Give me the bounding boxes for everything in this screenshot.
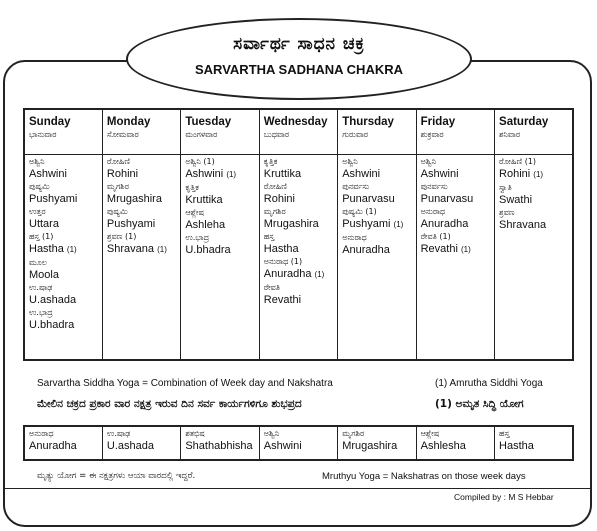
nakshatra-english — [499, 218, 568, 232]
nakshatra-kannada: ಪುನರ್ವಸು — [420, 182, 448, 191]
nakshatra-kannada: ಶ್ರವಣ (1) — [106, 232, 137, 241]
nakshatra-entry — [264, 207, 333, 231]
nakshatra-entry — [421, 182, 490, 206]
amrutha-mark: (1) — [314, 270, 325, 279]
nakshatra-english — [107, 242, 176, 257]
nakshatra-english — [264, 267, 333, 282]
nakshatra-english — [185, 218, 254, 232]
nakshatra-name: Moola — [29, 269, 59, 281]
nakshatra-name: Ashwini — [185, 168, 224, 180]
nakshatra-english — [421, 192, 490, 206]
nakshatra-kannada: ಪುಷ್ಯಮಿ (1) — [342, 207, 377, 216]
nakshatra-english — [421, 217, 490, 231]
nakshatra-name: Kruttika — [263, 168, 302, 180]
nakshatra-name: Pushyami — [342, 218, 391, 230]
nakshatra-english — [185, 243, 254, 257]
nakshatra-name: U.bhadra — [29, 319, 75, 331]
chakra-table — [23, 108, 574, 361]
nakshatra-name: Hastha — [263, 243, 299, 255]
nakshatra-english — [264, 242, 333, 256]
nakshatra-entry — [264, 157, 333, 181]
monday-nakshatras — [102, 155, 180, 361]
nakshatra-english — [29, 192, 98, 206]
nakshatra-name: Revathi — [263, 294, 302, 306]
nakshatra-entry — [499, 183, 568, 207]
weekday-header-row — [24, 109, 573, 155]
nakshatra-english — [107, 192, 176, 206]
nakshatra-entry — [107, 182, 176, 206]
nakshatra-name: U.bhadra — [185, 244, 231, 256]
nakshatra-english — [264, 217, 333, 231]
nakshatra-kannada: ರೇವತಿ — [263, 283, 280, 292]
nakshatra-name: Rohini — [499, 168, 531, 180]
nakshatra-name: Shravana — [499, 219, 547, 231]
title-oval — [126, 18, 472, 100]
nakshatra-entry — [342, 233, 411, 257]
nakshatra-name: Pushyami — [29, 193, 78, 205]
nakshatra-english — [421, 242, 490, 257]
nakshatra-entry — [421, 232, 490, 257]
sunday-nakshatras — [24, 155, 102, 361]
nakshatra-english — [29, 242, 98, 257]
nakshatra-kannada: ಉ.ಷಾಢ — [29, 283, 53, 292]
nakshatra-entry — [499, 157, 568, 182]
nakshatra-entry — [185, 183, 254, 207]
nakshatra-kannada: ರೋಹಿಣಿ (1) — [499, 157, 537, 166]
nakshatra-english — [264, 293, 333, 307]
nakshatra-kannada: ಉ.ಭಾದ್ರ — [29, 308, 53, 317]
nakshatra-kannada: ಪುಷ್ಯಮಿ — [106, 207, 128, 216]
mruthyu-cell: ಅನುರಾಧ Anuradha — [24, 426, 102, 460]
nakshatra-name: Punarvasu — [420, 193, 474, 205]
nakshatra-english — [342, 217, 411, 232]
nakshatra-entry — [264, 257, 333, 282]
nakshatra-english — [421, 167, 490, 181]
nakshatra-english — [342, 192, 411, 206]
nakshatra-name: Rohini — [263, 193, 295, 205]
nakshatra-english — [29, 268, 98, 282]
siddha-yoga-note: Sarvartha Siddha Yoga = Combination of Week day and Nakshatra — [37, 378, 333, 389]
nakshatra-entry — [29, 308, 98, 332]
nakshatra-entry — [29, 157, 98, 181]
nakshatra-name: Ashleha — [185, 219, 226, 231]
nakshatra-english — [342, 167, 411, 181]
nakshatra-entry — [342, 207, 411, 232]
nakshatra-entry — [499, 208, 568, 232]
amrutha-mark: (1) — [66, 245, 77, 254]
nakshatra-english — [264, 167, 333, 181]
nakshatra-entry — [264, 232, 333, 256]
nakshatra-entry — [29, 283, 98, 307]
nakshatra-entry — [264, 283, 333, 307]
nakshatra-kannada: ಶ್ರವಣ — [499, 208, 515, 217]
day-header-wednesday: Wednesday ಬುಧವಾರ — [259, 109, 337, 155]
nakshatra-entry — [29, 232, 98, 257]
nakshatra-kannada: ರೋಹಿಣಿ — [106, 157, 131, 166]
nakshatra-kannada: ಮೃಗಶಿರ — [106, 182, 129, 191]
nakshatra-kannada: ರೇವತಿ (1) — [420, 232, 451, 241]
nakshatra-kannada: ಅನುರಾಧ (1) — [263, 257, 303, 266]
nakshatra-entry — [421, 157, 490, 181]
nakshatra-entry — [264, 182, 333, 206]
nakshatra-name: Uttara — [29, 218, 59, 230]
tuesday-nakshatras — [181, 155, 259, 361]
nakshatra-kannada: ಅನುರಾಧ — [342, 233, 367, 242]
nakshatra-name: Ashwini — [29, 168, 67, 180]
amrutha-mark: (1) — [460, 245, 471, 254]
nakshatra-english — [185, 193, 254, 207]
nakshatra-english — [107, 167, 176, 181]
nakshatra-entry — [29, 182, 98, 206]
nakshatra-entry — [185, 233, 254, 257]
nakshatra-english — [499, 193, 568, 207]
nakshatra-name: Punarvasu — [342, 193, 395, 205]
nakshatra-entry — [342, 182, 411, 206]
day-header-saturday: Saturday ಶನಿವಾರ — [495, 109, 573, 155]
title-english: SARVARTHA SADHANA CHAKRA — [195, 62, 403, 77]
mruthyu-note: Mruthyu Yoga = Nakshatras on those week days — [322, 471, 526, 482]
nakshatra-kannada: ಹಸ್ತ (1) — [29, 232, 54, 241]
day-header-monday: Monday ಸೋಮವಾರ — [102, 109, 180, 155]
nakshatra-kannada: ಸ್ವಾತಿ — [499, 183, 512, 192]
amrutha-mark: (1) — [157, 245, 167, 254]
nakshatra-entry — [29, 258, 98, 282]
amrutha-mark: (1) — [226, 170, 237, 179]
mruthyu-cell: ಉ.ಷಾಢ U.ashada — [102, 426, 180, 460]
nakshatra-entry — [107, 157, 176, 181]
thursday-nakshatras — [338, 155, 416, 361]
day-header-friday: Friday ಶುಕ್ರವಾರ — [416, 109, 494, 155]
nakshatra-name: Anuradha — [420, 218, 469, 230]
nakshatra-name: Pushyami — [106, 218, 156, 230]
nakshatra-name: Swathi — [499, 194, 533, 206]
nakshatra-english — [107, 217, 176, 231]
nakshatra-name: Mrugashira — [263, 218, 319, 230]
nakshatra-name: Ashwini — [342, 168, 381, 180]
nakshatra-entry — [185, 208, 254, 232]
nakshatra-name: Shravana — [106, 243, 155, 255]
nakshatra-kannada: ಪುನರ್ವಸು — [342, 182, 370, 191]
mruthyu-cell: ಅಶ್ವಿನಿ Ashwini — [259, 426, 337, 460]
amrutha-note: (1) Amrutha Siddhi Yoga — [435, 378, 543, 389]
nakshatra-kannada: ಉ.ಭಾದ್ರ — [185, 233, 210, 242]
footer-divider — [3, 488, 592, 489]
nakshatra-english — [264, 192, 333, 206]
nakshatra-name: Kruttika — [185, 194, 223, 206]
nakshatra-entry — [107, 232, 176, 257]
nakshatra-name: Anuradha — [263, 268, 312, 280]
mruthyu-row — [24, 426, 573, 460]
nakshatra-english — [499, 167, 568, 182]
nakshatra-english — [29, 293, 98, 307]
nakshatra-kannada: ಉತ್ತರ — [29, 207, 46, 216]
amrutha-mark: (1) — [533, 170, 544, 179]
nakshatra-kannada: ರೋಹಿಣಿ — [263, 182, 287, 191]
nakshatra-row — [24, 155, 573, 361]
nakshatra-entry — [421, 207, 490, 231]
mruthyu-cell: ಶತಭಿಷ Shathabhisha — [181, 426, 259, 460]
nakshatra-kannada: ಪುಷ್ಯಮಿ — [29, 182, 50, 191]
mruthyu-cell: ಹಸ್ತ Hastha — [495, 426, 573, 460]
mruthyu-cell: ಮೃಗಶಿರ Mrugashira — [338, 426, 416, 460]
nakshatra-kannada: ಕೃತ್ತಿಕ — [263, 157, 278, 166]
mruthyu-note-kannada: ಮೃತ್ಯು ಯೋಗ = ಈ ನಕ್ಷತ್ರಗಳು ಆಯಾ ವಾರದಲ್ಲಿ ಇದ್ದರೆ. — [37, 471, 196, 481]
nakshatra-kannada: ಹಸ್ತ — [263, 232, 275, 241]
saturday-nakshatras — [495, 155, 573, 361]
nakshatra-entry — [107, 207, 176, 231]
nakshatra-name: Revathi — [420, 243, 458, 255]
nakshatra-kannada: ಅಶ್ವಿನಿ — [420, 157, 437, 166]
nakshatra-kannada: ಆಶ್ಲೇಷ — [185, 208, 205, 217]
nakshatra-name: U.ashada — [29, 294, 77, 306]
nakshatra-english — [29, 318, 98, 332]
nakshatra-kannada: ಕೃತ್ತಿಕ — [185, 183, 199, 192]
nakshatra-kannada: ಮೂಲ — [29, 258, 47, 267]
nakshatra-name: Rohini — [106, 168, 139, 180]
nakshatra-entry — [185, 157, 254, 182]
amrutha-note-kannada: (1) ಅಮೃತ ಸಿದ್ಧಿ ಯೋಗ — [435, 398, 524, 410]
nakshatra-kannada: ಅಶ್ವಿನಿ — [29, 157, 45, 166]
nakshatra-entry — [29, 207, 98, 231]
nakshatra-name: Mrugashira — [106, 193, 162, 205]
wednesday-nakshatras — [259, 155, 337, 361]
nakshatra-name: Ashwini — [420, 168, 459, 180]
nakshatra-english — [342, 243, 411, 257]
nakshatra-name: Hastha — [29, 243, 64, 255]
mruthyu-yoga-table — [23, 425, 574, 461]
nakshatra-kannada: ಅಶ್ವಿನಿ — [342, 157, 358, 166]
day-header-sunday: Sunday ಭಾನುವಾರ — [24, 109, 102, 155]
amrutha-mark: (1) — [393, 220, 404, 229]
nakshatra-kannada: ಮೃಗಶಿರ — [263, 207, 286, 216]
nakshatra-kannada: ಅನುರಾಧ — [420, 207, 446, 216]
friday-nakshatras — [416, 155, 494, 361]
siddha-yoga-note-kannada: ಮೇಲಿನ ಚಕ್ರದ ಪ್ರಕಾರ ವಾರ ನಕ್ಷತ್ರ ಇರುವ ದಿನ ಸರ್ವ ಕಾರ್ಯಗಳಿಗೂ ಶುಭಪ್ರದ — [37, 398, 302, 410]
mruthyu-cell: ಆಶ್ಲೇಷ Ashlesha — [416, 426, 494, 460]
nakshatra-kannada: ಅಶ್ವಿನಿ (1) — [185, 157, 215, 166]
nakshatra-english — [185, 167, 254, 182]
title-kannada: ಸರ್ವಾರ್ಥ ಸಾಧನ ಚಕ್ರ — [233, 34, 365, 54]
day-header-thursday: Thursday ಗುರುವಾರ — [338, 109, 416, 155]
nakshatra-english — [29, 167, 98, 181]
credit-line: Compiled by : M S Hebbar — [454, 492, 554, 502]
day-header-tuesday: Tuesday ಮಂಗಳವಾರ — [181, 109, 259, 155]
nakshatra-name: Anuradha — [342, 244, 390, 256]
nakshatra-entry — [342, 157, 411, 181]
nakshatra-english — [29, 217, 98, 231]
